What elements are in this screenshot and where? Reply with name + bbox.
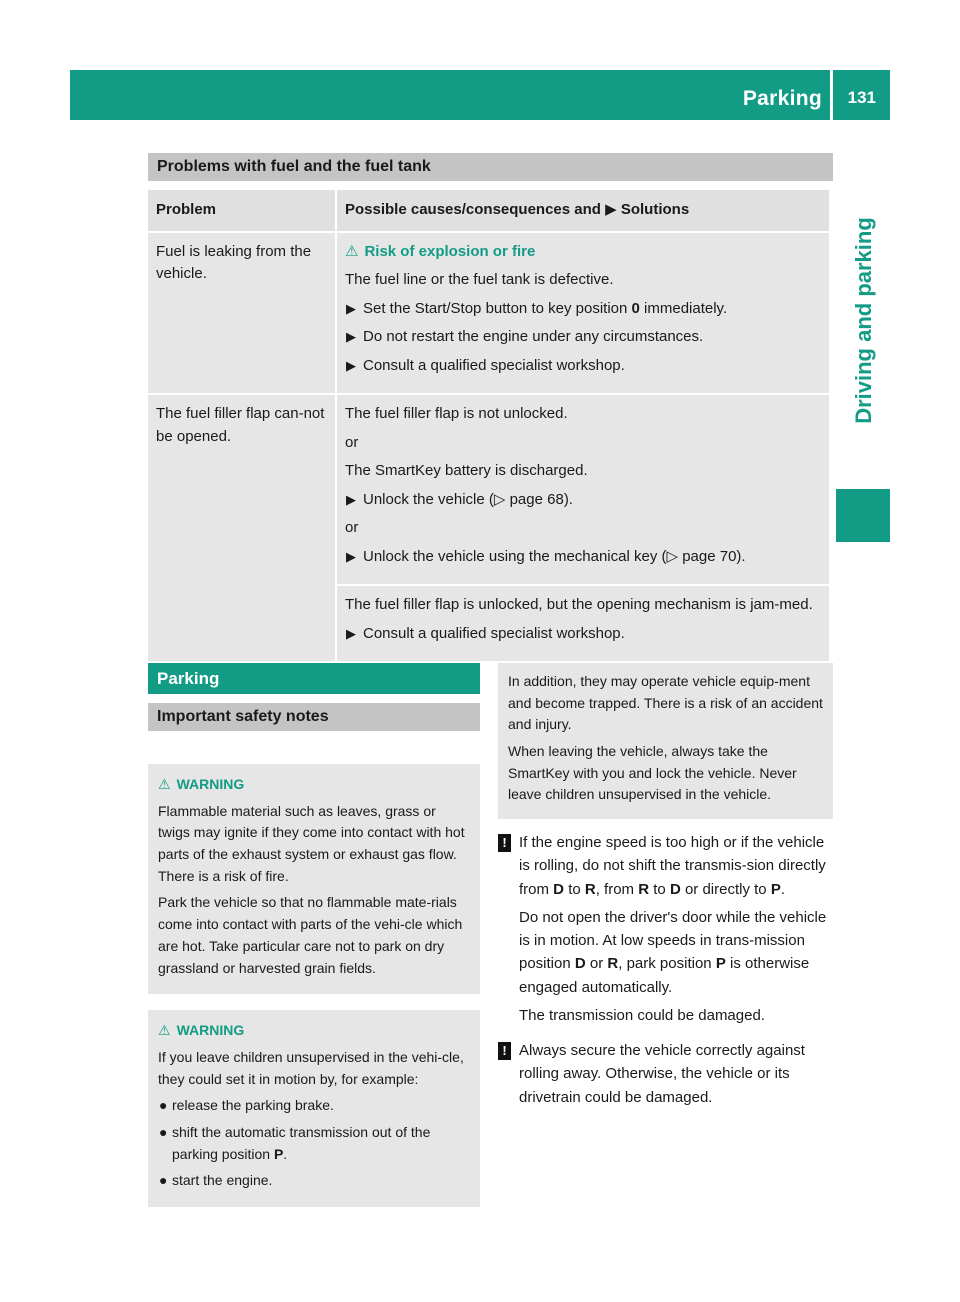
cause-text: The fuel line or the fuel tank is defective. bbox=[345, 271, 614, 288]
table-title: Problems with fuel and the fuel tank bbox=[148, 153, 833, 181]
or-text: or bbox=[345, 519, 359, 536]
warning-text: In addition, they may operate vehicle equip-ment and become trapped. There is a risk of an accident and injury. bbox=[508, 673, 823, 733]
cause-text: The fuel filler flap is unlocked, but the opening mechanism is jam-med. bbox=[345, 596, 813, 613]
problem-cell: Fuel is leaking from the vehicle. bbox=[148, 233, 335, 394]
action-step: ▶ Consult a qualified specialist workshop. bbox=[346, 356, 625, 374]
action-arrow-icon: ▶ bbox=[346, 357, 356, 373]
exclamation-icon: ! bbox=[498, 1042, 511, 1060]
list-item: ● shift the automatic transmission out of the parking position P. bbox=[159, 1123, 431, 1162]
table-header-row bbox=[148, 190, 829, 231]
warning-text: Park the vehicle so that no flammable mate-rials come into contact with parts of the vehi-cle which are hot. Take particular care not to park on dry grassland or harvested grain fields. bbox=[158, 894, 463, 976]
bullet-icon: ● bbox=[159, 1097, 168, 1114]
warning-text: When leaving the vehicle, always take the SmartKey with you and lock the vehicle. Never leave children unsupervised in the vehicle. bbox=[508, 743, 797, 803]
bullet-icon: ● bbox=[159, 1172, 168, 1189]
section-title: Parking bbox=[742, 87, 822, 110]
action-step: ▶ Do not restart the engine under any circumstances. bbox=[346, 328, 704, 345]
warning-triangle-icon: ⚠ bbox=[158, 1022, 171, 1039]
action-arrow-icon: ▶ bbox=[346, 329, 356, 344]
or-text: or bbox=[345, 433, 359, 451]
warning-box bbox=[148, 1010, 480, 1207]
solution-cell bbox=[337, 395, 829, 584]
header-divider bbox=[830, 70, 833, 120]
list-item: ● start the engine. bbox=[158, 1170, 471, 1192]
chapter-title: Driving and parking bbox=[850, 216, 876, 424]
cause-text: The SmartKey battery is discharged. bbox=[345, 462, 588, 479]
section-heading-parking: Parking bbox=[148, 663, 480, 694]
action-step: ▶ Set the Start/Stop button to key position 0 immediately. bbox=[346, 299, 728, 317]
chapter-marker bbox=[836, 489, 890, 542]
bullet-icon: ● bbox=[159, 1123, 168, 1140]
right-column bbox=[498, 663, 833, 1114]
col-header-problem: Problem bbox=[148, 190, 335, 231]
warning-text: If you leave children unsupervised in the vehi-cle, they could set it in motion by, for example: bbox=[158, 1048, 464, 1087]
problems-table bbox=[146, 188, 831, 663]
warning-label: WARNING bbox=[176, 1022, 245, 1039]
cause-text: The fuel filler flap is not unlocked. bbox=[345, 405, 568, 422]
warning-triangle-icon: ⚠ bbox=[158, 776, 171, 792]
action-arrow-icon: ▶ bbox=[346, 548, 356, 564]
action-step: ▶ Unlock the vehicle (▷ page 68). bbox=[346, 490, 573, 508]
solution-cell bbox=[337, 233, 829, 394]
list-item: ● release the parking brake. bbox=[158, 1095, 471, 1117]
warning-label: Risk of explosion or fire bbox=[364, 242, 536, 260]
left-column bbox=[148, 663, 480, 1207]
solution-cell bbox=[337, 586, 829, 661]
warning-text: Flammable material such as leaves, grass or twigs may ignite if they come into contact with hot parts of the exhaust system or exhaust gas flow. There is a risk of fire. bbox=[158, 802, 465, 884]
chapter-tab bbox=[836, 160, 890, 480]
action-step: ▶ Consult a qualified specialist workshop. bbox=[346, 624, 625, 642]
page-header-bar bbox=[70, 70, 890, 120]
arrow-right-icon: ▶ bbox=[605, 201, 617, 218]
warning-label: WARNING bbox=[176, 776, 245, 792]
action-arrow-icon: ▶ bbox=[346, 625, 356, 641]
problem-cell: The fuel filler flap can-not be opened. bbox=[148, 395, 335, 661]
page-number: 131 bbox=[847, 88, 876, 107]
exclamation-icon: ! bbox=[498, 834, 511, 852]
note-text: Always secure the vehicle correctly against rolling away. Otherwise, the vehicle or its drivetrain could be damaged. bbox=[519, 1042, 805, 1106]
warning-triangle-icon: ⚠ bbox=[345, 242, 359, 260]
table-row bbox=[148, 395, 829, 584]
action-step: ▶ Unlock the vehicle using the mechanical key (▷ page 70). bbox=[346, 547, 746, 565]
action-arrow-icon: ▶ bbox=[346, 491, 356, 507]
warning-box bbox=[148, 764, 480, 994]
table-row bbox=[148, 233, 829, 394]
col-header-solutions: Possible causes/consequences and ▶ Solutions bbox=[337, 190, 829, 231]
caution-note: ! If the engine speed is too high or if the vehicle is rolling, do not shift the transmis-sion directly from D to R, from R to D or directly to P. Do not open the driver's door while the vehicle is in motion. At low speeds in trans-mission position D or R, park position P is otherwise engaged automatically. The transmission could be damaged. bbox=[498, 831, 833, 1027]
warning-box-continued bbox=[498, 663, 833, 819]
subsection-heading: Important safety notes bbox=[148, 703, 480, 731]
note-text: The transmission could be damaged. bbox=[519, 1006, 765, 1024]
action-arrow-icon: ▶ bbox=[346, 300, 356, 316]
caution-note bbox=[498, 1039, 833, 1109]
